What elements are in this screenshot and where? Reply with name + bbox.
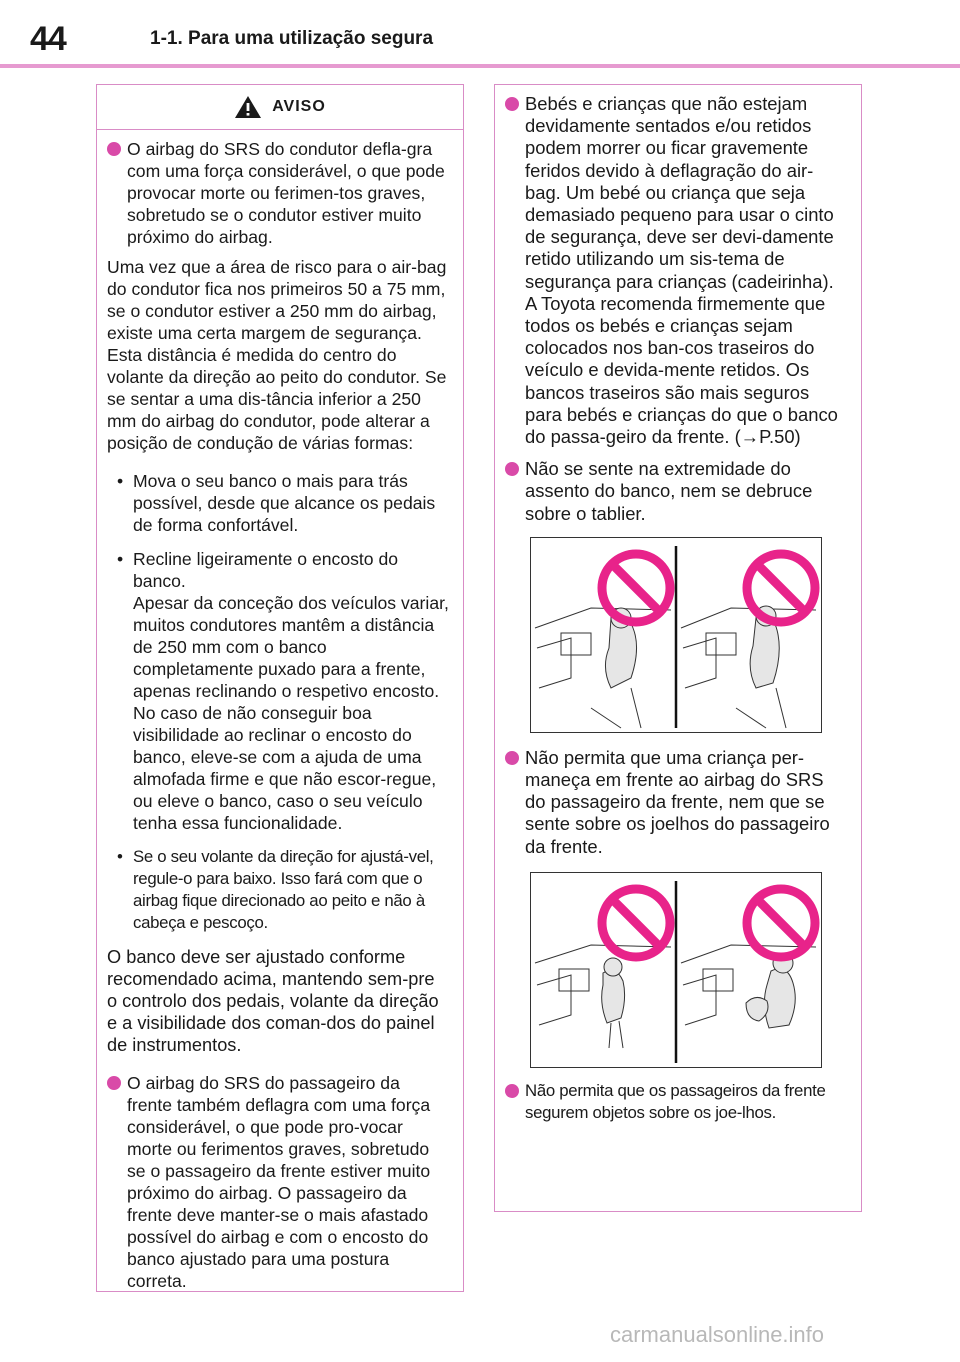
dash-item bbox=[107, 846, 449, 934]
header-rule bbox=[0, 64, 960, 68]
dash-text: Apesar da conceção dos veículos variar, muitos condutores mantêm a distância de 250 mm com o banco completamente puxado para a frente, apenas reclinando o respetivo encosto. No caso de não conseguir boa visibilidade ao reclinar o encosto do banco, eleve-se com a ajuda de uma almofada firme e que não escor-regue, ou eleve o banco, caso o seu veículo tenha essa funcionalidade. bbox=[133, 593, 449, 833]
warning-content bbox=[97, 130, 463, 1292]
page-number: 44 bbox=[30, 20, 66, 58]
dash-bullet-icon: • bbox=[117, 847, 123, 866]
bullet-text: O airbag do SRS do passageiro da frente também deflagra com uma força considerável, o que pode pro-vocar morte ou ferimentos graves, sobretudo se o passageiro da frente estiver muito próximo do airbag. O passageiro da frente deve manter-se o mais afastado possível do airbag e com o encosto do banco ajustado para uma postura correta. bbox=[127, 1073, 431, 1291]
dash-item bbox=[107, 470, 449, 536]
bullet-dot-icon bbox=[505, 1084, 519, 1098]
paragraph: O banco deve ser ajustado conforme recomendado acima, mantendo sem-pre o controlo dos pedais, volante da direção e a visibilidade dos coman-dos do painel de instrumentos. bbox=[107, 947, 439, 1055]
warning-triangle-icon bbox=[234, 95, 262, 119]
section-title: 1-1. Para uma utilização segura bbox=[150, 28, 434, 49]
list-item bbox=[505, 747, 847, 858]
list-item bbox=[107, 1072, 449, 1292]
bullet-text: Não permita que os passageiros da frente segurem objetos sobre os joe-lhos. bbox=[525, 1080, 826, 1123]
list-item bbox=[505, 93, 847, 448]
list-item bbox=[505, 1080, 847, 1124]
illustration-leaning-on-dashboard bbox=[530, 537, 822, 733]
list-item bbox=[107, 138, 449, 248]
warning-content bbox=[495, 85, 861, 1124]
bullet-dot-icon bbox=[107, 142, 121, 156]
paragraph: Uma vez que a área de risco para o air-bag do condutor fica nos primeiros 50 a 75 mm, se o condutor estiver a 250 mm do airbag, existe uma certa margem de segurança. Esta distância é medida do centro do volante da direção ao peito do condutor. Se se sentar a uma dis-tância inferior a 250 mm do airbag do condutor, pode alterar a posição de condução de várias formas: bbox=[107, 257, 447, 453]
warning-box-continued bbox=[494, 84, 862, 1212]
bullet-text: Não permita que uma criança per-maneça em frente ao airbag do SRS do passageiro da frente, nem que se sente sobre os joelhos do passageiro da frente. bbox=[525, 746, 830, 857]
dash-text: Recline ligeiramente o encosto do banco. bbox=[133, 549, 399, 591]
dash-text: Se o seu volante da direção for ajustá-vel, regule-o para baixo. Isso fará com que o airbag fique direcionado ao peito e não à cabeça e pescoço. bbox=[133, 847, 434, 932]
dash-bullet-icon: • bbox=[117, 549, 124, 569]
bullet-text: Não se sente na extremidade do assento do banco, nem se debruce sobre o tablier. bbox=[525, 458, 813, 524]
dash-item bbox=[107, 548, 449, 834]
bullet-dot-icon bbox=[505, 462, 519, 476]
warning-box bbox=[96, 84, 464, 1292]
watermark: carmanualsonline.info bbox=[610, 1322, 825, 1347]
illustration-child-in-front-seat bbox=[530, 872, 822, 1068]
warning-header bbox=[97, 85, 463, 130]
dash-bullet-icon: • bbox=[117, 471, 124, 491]
dash-text: Mova o seu banco o mais para trás possível, desde que alcance os pedais de forma confortável. bbox=[133, 471, 436, 535]
bullet-dot-icon bbox=[107, 1076, 121, 1090]
bullet-text: Bebés e crianças que não estejam devidamente sentados e/ou retidos podem morrer ou ficar gravemente feridos devido à deflagração do air-bag. Um bebé ou criança que seja demasiado pequeno para usar o cinto de segurança, deve ser devi-damente retido utilizando um sis-tema de segurança para crianças (cadeirinha). A Toyota recomenda firmemente que todos os bebés e crianças sejam colocados nos ban-cos traseiros do veículo e devida-mente retidos. Os bancos traseiros são mais seguros para bebés e crianças do que o banco do passa-geiro da frente. (→P.50) bbox=[525, 93, 838, 448]
bullet-dot-icon bbox=[505, 97, 519, 111]
list-item bbox=[505, 458, 847, 525]
bullet-dot-icon bbox=[505, 751, 519, 765]
warning-label: AVISO bbox=[272, 98, 326, 115]
bullet-text: O airbag do SRS do condutor defla-gra com uma força considerável, o que pode provocar morte ou ferimen-tos graves, sobretudo se o condutor estiver muito próximo do airbag. bbox=[127, 139, 445, 247]
